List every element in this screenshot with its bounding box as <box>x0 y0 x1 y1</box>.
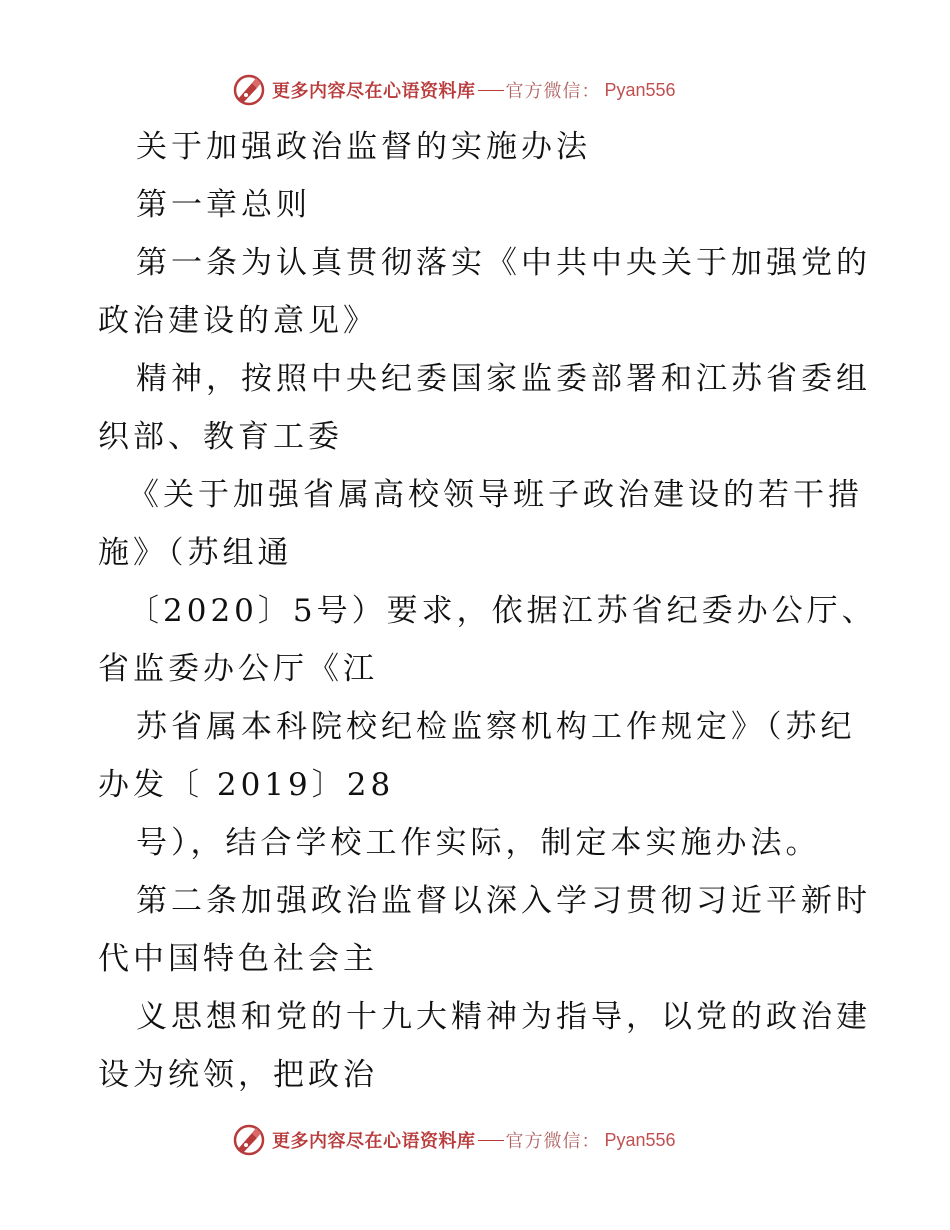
pen-logo-icon <box>232 1123 266 1157</box>
text-line: 号），结合学校工作实际，制定本实施办法。 <box>136 825 821 861</box>
header-wechat-id: Pyan556 <box>604 79 676 100</box>
text-line: 苏省属本科院校纪检监察机构工作规定》（苏纪 <box>136 709 856 745</box>
text-line: 施》（苏组通 <box>98 535 293 571</box>
document-title: 关于加强政治监督的实施办法 <box>136 129 591 165</box>
document-body <box>98 118 877 1104</box>
text-line: 织部、教育工委 <box>98 419 343 455</box>
text-line: 省监委办公厅《江 <box>98 651 378 687</box>
text-line: 代中国特色社会主 <box>98 941 378 977</box>
pen-logo-icon <box>232 73 266 107</box>
footer-wechat-label: 官方微信： <box>505 1131 601 1152</box>
text-line: 《关于加强省属高校领导班子政治建设的若干措 <box>128 477 863 513</box>
footer-dash <box>478 1140 504 1141</box>
footer-site-text: 更多内容尽在心语资料库 <box>272 1131 476 1152</box>
text-line: 第二条加强政治监督以深入学习贯彻习近平新时 <box>136 883 871 919</box>
text-line: 〔2020〕5号）要求，依据江苏省纪委办公厅、 <box>128 593 877 629</box>
text-line: 精神，按照中央纪委国家监委部署和江苏省委组 <box>136 361 871 397</box>
footer-wechat-id: Pyan556 <box>604 1129 676 1150</box>
footer-banner <box>232 1122 676 1158</box>
text-line: 义思想和党的十九大精神为指导，以党的政治建 <box>136 999 871 1035</box>
text-line: 第一条为认真贯彻落实《中共中央关于加强党的 <box>136 245 871 281</box>
text-line: 政治建设的意见》 <box>98 303 378 339</box>
header-site-text: 更多内容尽在心语资料库 <box>272 81 476 102</box>
chapter-heading: 第一章总则 <box>136 187 311 223</box>
text-line: 办发〔 2019〕28 <box>98 767 395 803</box>
header-wechat-label: 官方微信： <box>505 81 601 102</box>
header-dash <box>478 90 504 91</box>
header-banner <box>232 72 676 108</box>
text-line: 设为统领，把政治 <box>98 1057 378 1093</box>
